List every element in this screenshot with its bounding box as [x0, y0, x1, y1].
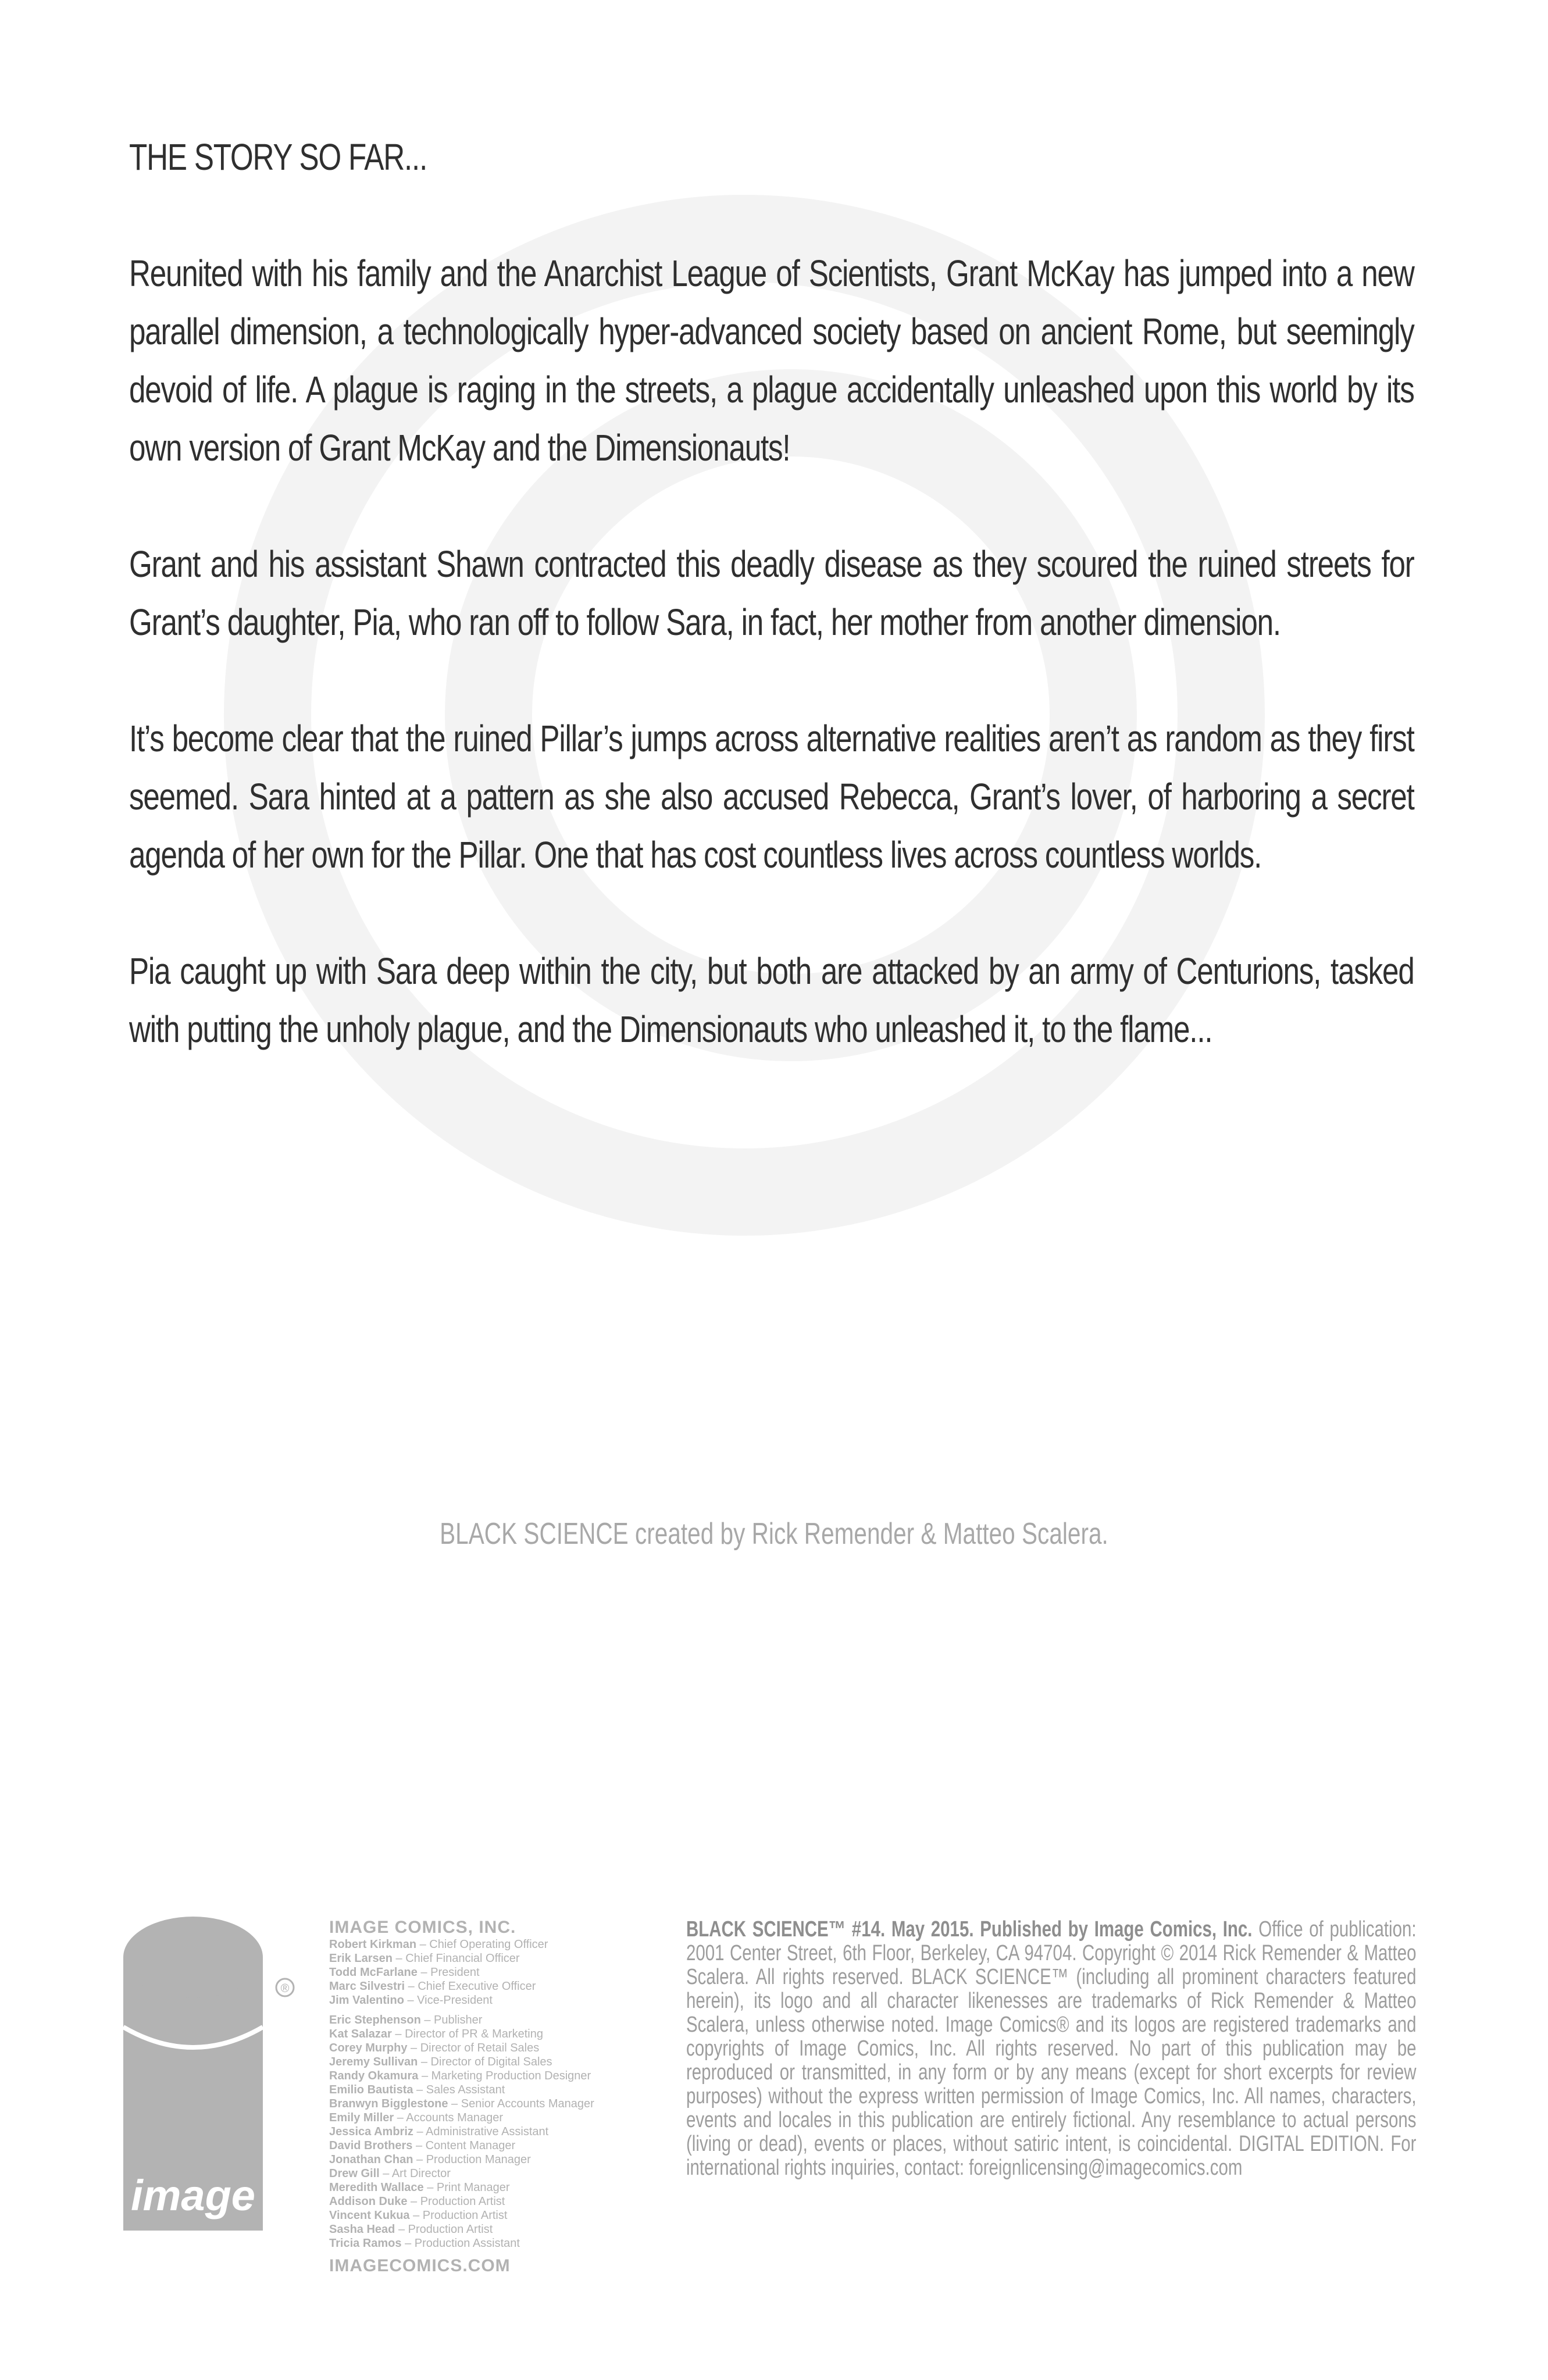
legal-body: Office of publication: 2001 Center Street, 6th Floor, Berkeley, CA 94704. Copyright © 2014 Rick Remender & Matteo Scalera. All rights reserved. BLACK SCIENCE™ (including all prominent characters featured herein), its logo and all character likenesses are trademarks of Rick Remender & Matteo Scalera, unless otherwise noted. Image Comics® and its logos are registered trademarks and copyrights of Image Comics, Inc. All rights reserved. No part of this publication may be reproduced or transmitted, in any form or by any means (except for short excerpts for review purposes) without the express written permission of Image Comics, Inc. All names, characters, events and locales in this publication are entirely fictional. Any resemblance to actual persons (living or dead), events or places, without satiric intent, is coincidental. DIGITAL EDITION. For international rights inquiries, contact: foreignlicensing@imagecomics.com [686, 1917, 1417, 2180]
staff-row: Sasha Head – Production Artist [329, 2223, 493, 2236]
company-name: IMAGE COMICS, INC. [329, 1918, 516, 1937]
story-so-far [129, 128, 1414, 1116]
staff-row: Jonathan Chan – Production Manager [329, 2153, 531, 2166]
legal-title: BLACK SCIENCE™ #14. May 2015. [686, 1917, 974, 1942]
creator-credit-text: BLACK SCIENCE created by Rick Remender & Matteo Scalera. [440, 1517, 1108, 1551]
story-heading: THE STORY SO FAR... [129, 136, 427, 178]
staff-row: Erik Larsen – Chief Financial Officer [329, 1952, 520, 1965]
staff-row: Tricia Ramos – Production Assistant [329, 2237, 520, 2250]
staff-row: Todd McFarlane – President [329, 1966, 480, 1979]
staff-row: Vincent Kukua – Production Artist [329, 2209, 508, 2222]
staff-group-executives [329, 1937, 690, 2007]
staff-row: Drew Gill – Art Director [329, 2167, 451, 2180]
story-paragraph-2: Grant and his assistant Shawn contracted this deadly disease as they scoured the ruined streets for Grant’s daughter, Pia, who ran off to follow Sara, in fact, her mother from another dimension. [129, 543, 1414, 643]
staff-group-staff [329, 2013, 690, 2250]
story-paragraph-4: Pia caught up with Sara deep within the city, but both are attacked by an army of Centurions, tasked with putting the unholy plague, and the Dimensionauts who unleashed it, to the flame... [129, 950, 1414, 1050]
publisher-url[interactable]: IMAGECOMICS.COM [329, 2256, 511, 2275]
staff-row: Addison Duke – Production Artist [329, 2195, 505, 2208]
staff-row: David Brothers – Content Manager [329, 2139, 516, 2152]
staff-row: Meredith Wallace – Print Manager [329, 2181, 510, 2194]
staff-row: Emilio Bautista – Sales Assistant [329, 2083, 505, 2096]
staff-row: Corey Murphy – Director of Retail Sales [329, 2042, 540, 2054]
staff-row: Jeremy Sullivan – Director of Digital Sales [329, 2056, 552, 2068]
staff-row: Randy Okamura – Marketing Production Designer [329, 2069, 591, 2082]
staff-row: Marc Silvestri – Chief Executive Officer [329, 1980, 536, 1993]
staff-row: Emily Miller – Accounts Manager [329, 2111, 504, 2124]
staff-row: Robert Kirkman – Chief Operating Officer [329, 1938, 548, 1951]
staff-row: Branwyn Bigglestone – Senior Accounts Manager [329, 2097, 594, 2110]
story-paragraph-3: It’s become clear that the ruined Pillar’s jumps across alternative realities aren’t as random as they first seemed. Sara hinted at a pattern as she also accused Rebecca, Grant’s lover, of harboring a secret agenda of her own for the Pillar. One that has cost countless lives across countless worlds. [129, 718, 1414, 876]
story-paragraph-1: Reunited with his family and the Anarchist League of Scientists, Grant McKay has jumped into a new parallel dimension, a technologically hyper-advanced society based on ancient Rome, but seemingly devoid of life. A plague is raging in the streets, a plague accidentally unleashed upon this world by its own version of Grant McKay and the Dimensionauts! [129, 252, 1414, 469]
image-comics-logo [123, 1917, 298, 2233]
creator-credit [0, 1517, 1548, 1551]
registered-mark: ® [280, 1982, 290, 1995]
image-logo-wordmark: image [131, 2171, 255, 2220]
staff-row: Jim Valentino – Vice-President [329, 1994, 493, 2007]
staff-row: Eric Stephenson – Publisher [329, 2014, 483, 2026]
legal-publisher-line: Published by Image Comics, Inc. [980, 1917, 1253, 1942]
staff-row: Kat Salazar – Director of PR & Marketing [329, 2028, 543, 2040]
legal-indicia [686, 1918, 1417, 2180]
publisher-staff-list [329, 1918, 690, 2276]
staff-row: Jessica Ambriz – Administrative Assistant [329, 2125, 549, 2138]
